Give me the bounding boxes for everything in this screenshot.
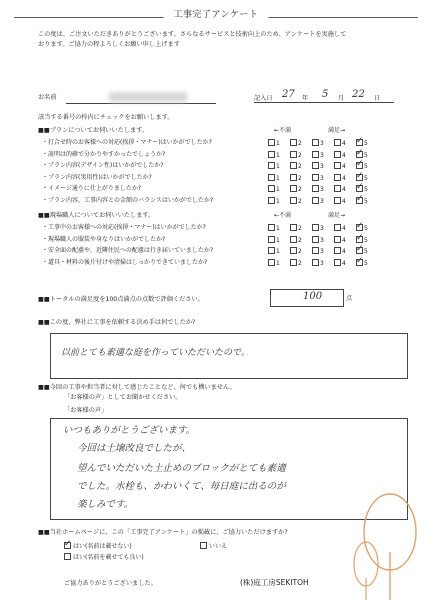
question-text: ・プラン内容、工事内容との金額のバランスはいかがでしたか? xyxy=(42,196,214,204)
rating-option-label: 5 xyxy=(364,186,368,193)
rating-checkbox[interactable] xyxy=(290,259,297,266)
rating-option-label: 3 xyxy=(320,186,324,193)
rating-option-1[interactable] xyxy=(268,174,280,183)
rating-option-2[interactable] xyxy=(290,197,302,206)
question-text: ・プラン内容(デザイン性)はいかがでしたか? xyxy=(42,162,164,169)
rating-option-4[interactable] xyxy=(334,174,346,183)
rating-option-1[interactable] xyxy=(268,224,280,233)
rating-checkbox[interactable] xyxy=(268,197,275,204)
rating-checkbox[interactable] xyxy=(312,197,319,204)
staff-section-heading: ■■現場職人についてお伺いいたします。 xyxy=(38,212,155,219)
scale-high-label: 満足→ xyxy=(328,212,346,219)
rating-option-label: 4 xyxy=(342,151,346,159)
rating-option-5[interactable] xyxy=(356,255,368,268)
homepage-option-no[interactable] xyxy=(200,542,227,551)
rating-checkbox[interactable] xyxy=(356,255,364,266)
date-underline xyxy=(254,102,394,103)
rating-option-label: 2 xyxy=(298,259,302,267)
rating-option-label: 3 xyxy=(320,197,324,205)
rating-option-label: 4 xyxy=(342,197,346,205)
rating-checkbox[interactable] xyxy=(312,174,319,181)
reason-answer: 以前とても素適な庭を作っていただいたので。 xyxy=(61,348,250,358)
rating-checkbox[interactable] xyxy=(290,151,297,158)
rating-option-4[interactable] xyxy=(334,139,346,148)
rating-option-5[interactable] xyxy=(356,244,368,256)
check-mark-icon: ✓ xyxy=(356,159,364,169)
check-mark-icon: ✓ xyxy=(356,170,364,181)
rating-checkbox[interactable] xyxy=(268,224,275,231)
opinion-subtext: 「お客様の声」としてお聞かせください。 xyxy=(64,394,182,401)
homepage-option-yes-named[interactable] xyxy=(64,553,144,562)
intro-line-2: おります。ご協力の程よろしくお願い申し上げます xyxy=(38,40,180,48)
rating-checkbox[interactable] xyxy=(312,139,319,146)
rating-option-label: 4 xyxy=(342,140,346,147)
homepage-option-checkbox[interactable] xyxy=(200,542,207,549)
rating-checkbox[interactable] xyxy=(290,197,297,204)
opinion-line-2: 今回は土壌改良でしたが、 xyxy=(77,443,192,454)
rating-option-label: 3 xyxy=(320,174,324,182)
rating-checkbox[interactable] xyxy=(290,139,297,146)
rating-option-2[interactable] xyxy=(290,174,302,183)
rating-option-label: 3 xyxy=(320,163,324,170)
rating-option-label: 4 xyxy=(342,248,346,255)
rating-option-label: 4 xyxy=(342,236,346,244)
check-mark-icon: ✓ xyxy=(356,136,364,146)
rating-checkbox[interactable] xyxy=(290,247,297,254)
rating-checkbox[interactable] xyxy=(356,232,364,243)
rating-checkbox[interactable] xyxy=(334,162,341,169)
instruction-text: 該当する番号の枠内にチェックをお願いします。 xyxy=(38,114,174,121)
rating-checkbox[interactable] xyxy=(312,162,319,169)
rating-option-label: 5 xyxy=(364,259,368,267)
rating-option-label: 5 xyxy=(364,151,368,159)
check-mark-icon: ✓ xyxy=(356,147,364,158)
reason-question: ■■この度、弊社に工事を依頼する決め手は何でしたか? xyxy=(38,319,196,326)
rating-option-5[interactable] xyxy=(356,221,368,233)
rating-option-3[interactable] xyxy=(312,259,324,268)
check-mark-icon: ✓ xyxy=(356,244,364,254)
rating-checkbox[interactable] xyxy=(356,221,364,231)
name-underline xyxy=(66,103,216,104)
rating-option-3[interactable] xyxy=(312,162,324,171)
rating-checkbox[interactable] xyxy=(334,259,341,266)
check-mark-icon: ✓ xyxy=(356,221,364,231)
thanks-text: ご協力ありがとうございました。 xyxy=(64,580,157,587)
rating-checkbox[interactable] xyxy=(356,244,364,254)
rating-checkbox[interactable] xyxy=(290,224,297,231)
rating-option-2[interactable] xyxy=(290,259,302,268)
rating-option-5[interactable] xyxy=(356,232,368,245)
rating-option-3[interactable] xyxy=(312,174,324,183)
rating-option-label: 5 xyxy=(364,140,368,147)
rating-option-label: 5 xyxy=(364,236,368,244)
rating-option-label: 3 xyxy=(320,151,324,159)
rating-option-label: 4 xyxy=(342,163,346,170)
homepage-option-label: いいえ xyxy=(209,543,228,550)
check-mark-icon: ✓ xyxy=(64,539,72,549)
name-row xyxy=(38,89,390,106)
rating-option-5[interactable] xyxy=(356,136,368,148)
scale-low-label: ←不満 xyxy=(274,127,292,134)
rating-option-label: 1 xyxy=(276,197,280,205)
rating-checkbox[interactable] xyxy=(268,174,275,181)
rating-checkbox[interactable] xyxy=(290,174,297,181)
date-year: 27 xyxy=(282,89,295,100)
reason-answer-box[interactable] xyxy=(50,333,408,379)
rating-option-4[interactable] xyxy=(334,236,346,245)
rating-checkbox[interactable] xyxy=(268,139,275,146)
rating-option-label: 2 xyxy=(298,163,302,170)
rating-checkbox[interactable] xyxy=(268,151,275,158)
rating-option-label: 5 xyxy=(364,197,368,205)
date-year-unit: 年 xyxy=(302,95,309,102)
rating-option-label: 2 xyxy=(298,248,302,255)
intro-line-1: この度は、ご注文いただきありがとうございます。さらなるサービスと技術向上のため、アンケートを実施して xyxy=(38,31,347,38)
rating-option-label: 5 xyxy=(364,174,368,182)
rating-checkbox[interactable] xyxy=(312,185,319,192)
rating-option-1[interactable] xyxy=(268,162,280,171)
homepage-option-yes-anonymous[interactable] xyxy=(64,539,132,551)
date-day-unit: 日 xyxy=(374,95,381,102)
rating-option-label: 2 xyxy=(298,151,302,159)
rating-option-2[interactable] xyxy=(290,247,302,256)
homepage-option-checkbox[interactable] xyxy=(64,553,71,560)
rating-checkbox[interactable] xyxy=(268,236,275,243)
rating-option-4[interactable] xyxy=(334,197,346,206)
rating-checkbox[interactable] xyxy=(356,193,364,204)
rating-option-2[interactable] xyxy=(290,162,302,171)
rating-option-label: 5 xyxy=(364,225,368,232)
rating-option-label: 4 xyxy=(342,174,346,182)
rating-checkbox[interactable] xyxy=(334,151,341,158)
rating-checkbox[interactable] xyxy=(356,159,364,169)
date-day: 22 xyxy=(352,89,365,100)
rating-option-1[interactable] xyxy=(268,197,280,206)
rating-option-3[interactable] xyxy=(312,185,324,194)
rating-checkbox[interactable] xyxy=(334,247,341,254)
rating-option-1[interactable] xyxy=(268,247,280,256)
rating-option-4[interactable] xyxy=(334,259,346,268)
rating-checkbox[interactable] xyxy=(334,236,341,243)
rating-option-1[interactable] xyxy=(268,151,280,160)
score-value: 100 xyxy=(303,291,323,302)
rating-option-label: 1 xyxy=(276,236,280,244)
rating-checkbox[interactable] xyxy=(268,185,275,192)
rating-option-1[interactable] xyxy=(268,185,280,194)
rating-option-5[interactable] xyxy=(356,147,368,160)
rating-checkbox[interactable] xyxy=(290,185,297,192)
opinion-line-1: いつもありがとうございます。 xyxy=(63,425,196,436)
score-input-box[interactable] xyxy=(270,289,344,307)
rating-option-label: 3 xyxy=(320,225,324,232)
question-text: ・工事中のお客様への対応(挨拶・マナー)はいかがでしたか? xyxy=(42,224,206,231)
rating-option-label: 4 xyxy=(342,225,346,232)
rating-option-5[interactable] xyxy=(356,159,368,171)
question-text: ・道具・材料の後片付けや清掃はしっかりできていましたか? xyxy=(42,258,208,266)
rating-checkbox[interactable] xyxy=(268,259,275,266)
rating-option-label: 3 xyxy=(320,259,324,267)
homepage-option-label: はい(名前は載せない) xyxy=(73,543,132,550)
rating-option-1[interactable] xyxy=(268,259,280,268)
rating-checkbox[interactable] xyxy=(312,224,319,231)
rating-checkbox[interactable] xyxy=(290,162,297,169)
check-mark-icon: ✓ xyxy=(356,193,364,204)
tree-illustration-icon xyxy=(352,492,420,602)
rating-option-3[interactable] xyxy=(312,224,324,233)
rating-option-4[interactable] xyxy=(334,151,346,160)
homepage-option-checkbox[interactable] xyxy=(64,539,72,549)
rating-option-label: 2 xyxy=(298,186,302,193)
rating-option-2[interactable] xyxy=(290,224,302,233)
company-name: (株)庭工房SEKITOH xyxy=(240,578,309,587)
rating-checkbox[interactable] xyxy=(334,224,341,231)
plan-section-heading: ■■プランについてお伺いいたします。 xyxy=(38,127,149,134)
rating-option-label: 2 xyxy=(298,197,302,205)
rating-option-label: 1 xyxy=(276,259,280,267)
rating-option-label: 1 xyxy=(276,225,280,232)
rating-option-label: 1 xyxy=(276,140,280,147)
rating-option-2[interactable] xyxy=(290,151,302,160)
rating-option-label: 1 xyxy=(276,163,280,170)
rating-option-4[interactable] xyxy=(334,185,346,194)
rating-option-3[interactable] xyxy=(312,247,324,256)
name-label: お名前 xyxy=(38,94,57,101)
question-text: ・安全面の配慮や、近隣住民への配慮は行き届いていましたか? xyxy=(42,247,214,254)
check-mark-icon: ✓ xyxy=(356,232,364,243)
rating-option-label: 3 xyxy=(320,248,324,255)
rating-option-4[interactable] xyxy=(334,162,346,171)
score-unit: 点 xyxy=(346,295,353,302)
rating-option-1[interactable] xyxy=(268,236,280,245)
rating-checkbox[interactable] xyxy=(312,236,319,243)
voice-label: 「お客様の声」 xyxy=(64,407,108,414)
rating-option-2[interactable] xyxy=(290,236,302,245)
score-question: ■■トータルの満足度を100点満点の点数で評価ください。 xyxy=(38,296,204,303)
title-bar xyxy=(14,10,418,24)
rating-checkbox[interactable] xyxy=(334,139,341,146)
date-field xyxy=(254,90,394,103)
date-month-unit: 月 xyxy=(338,95,345,102)
rating-checkbox[interactable] xyxy=(356,170,364,181)
opinion-question: ■■今回の工事や担当者に対して感じたことなど、何でも構いません。 xyxy=(38,384,236,391)
rating-option-5[interactable] xyxy=(356,182,368,194)
rating-option-2[interactable] xyxy=(290,139,302,148)
rating-option-label: 1 xyxy=(276,174,280,182)
rating-option-label: 1 xyxy=(276,151,280,159)
rating-option-3[interactable] xyxy=(312,139,324,148)
rating-option-label: 2 xyxy=(298,225,302,232)
rating-checkbox[interactable] xyxy=(268,247,275,254)
rating-option-5[interactable] xyxy=(356,170,368,183)
check-mark-icon: ✓ xyxy=(356,255,364,266)
date-label: 記入日 xyxy=(254,95,273,102)
rating-option-label: 1 xyxy=(276,186,280,193)
question-text: ・現場職人の服装や身なりはいかがでしたか? xyxy=(42,235,166,243)
rating-checkbox[interactable] xyxy=(356,182,364,192)
rating-option-3[interactable] xyxy=(312,151,324,160)
rating-checkbox[interactable] xyxy=(356,147,364,158)
rating-option-label: 5 xyxy=(364,248,368,255)
rating-option-4[interactable] xyxy=(334,247,346,256)
intro-text xyxy=(38,30,408,50)
rating-checkbox[interactable] xyxy=(334,197,341,204)
opinion-line-3: 望んでいただいた土止めのブロックがとても素適 xyxy=(77,463,286,474)
homepage-option-label: はい(名前を載せても良い) xyxy=(73,554,144,561)
rating-checkbox[interactable] xyxy=(312,151,319,158)
rating-option-label: 5 xyxy=(364,163,368,170)
rating-option-label: 2 xyxy=(298,236,302,244)
rating-option-label: 2 xyxy=(298,174,302,182)
rating-option-label: 2 xyxy=(298,140,302,147)
opinion-line-4: でした。水栓も、かわいくて、毎日庭に出るのが xyxy=(77,481,286,492)
rating-checkbox[interactable] xyxy=(290,236,297,243)
rating-option-5[interactable] xyxy=(356,193,368,206)
rating-option-3[interactable] xyxy=(312,236,324,245)
rating-checkbox[interactable] xyxy=(312,247,319,254)
name-redacted xyxy=(108,92,188,102)
rating-checkbox[interactable] xyxy=(312,259,319,266)
rating-checkbox[interactable] xyxy=(356,136,364,146)
date-month: 5 xyxy=(322,89,329,100)
opinion-line-5: 楽しみです。 xyxy=(77,499,134,510)
rating-checkbox[interactable] xyxy=(334,174,341,181)
check-mark-icon: ✓ xyxy=(356,182,364,192)
scale-low-label: ←不満 xyxy=(274,212,292,219)
rating-option-1[interactable] xyxy=(268,139,280,148)
scale-high-label: 満足→ xyxy=(328,127,346,134)
page-title: 工事完了アンケート xyxy=(164,10,269,21)
homepage-question: ■■当社ホームページに、この「工事完了アンケート」の掲載に、ご協力いただけますか? xyxy=(38,529,288,536)
rating-option-label: 3 xyxy=(320,140,324,147)
question-text: ・プラン内容(実用性)はいかがでしたか? xyxy=(42,173,152,181)
rating-checkbox[interactable] xyxy=(334,185,341,192)
rating-option-2[interactable] xyxy=(290,185,302,194)
question-text: ・イメージ通りに仕上がりましたか? xyxy=(42,185,142,192)
rating-option-label: 4 xyxy=(342,186,346,193)
rating-option-4[interactable] xyxy=(334,224,346,233)
rating-option-label: 3 xyxy=(320,236,324,244)
question-text: ・打合せ時のお客様への対応(挨拶・マナー)はいかがでしたか? xyxy=(42,139,212,146)
question-text: ・説明は的確で分かりやすかったでしょうか? xyxy=(42,150,166,158)
rating-checkbox[interactable] xyxy=(268,162,275,169)
rating-option-label: 4 xyxy=(342,259,346,267)
rating-option-label: 1 xyxy=(276,248,280,255)
rating-option-3[interactable] xyxy=(312,197,324,206)
